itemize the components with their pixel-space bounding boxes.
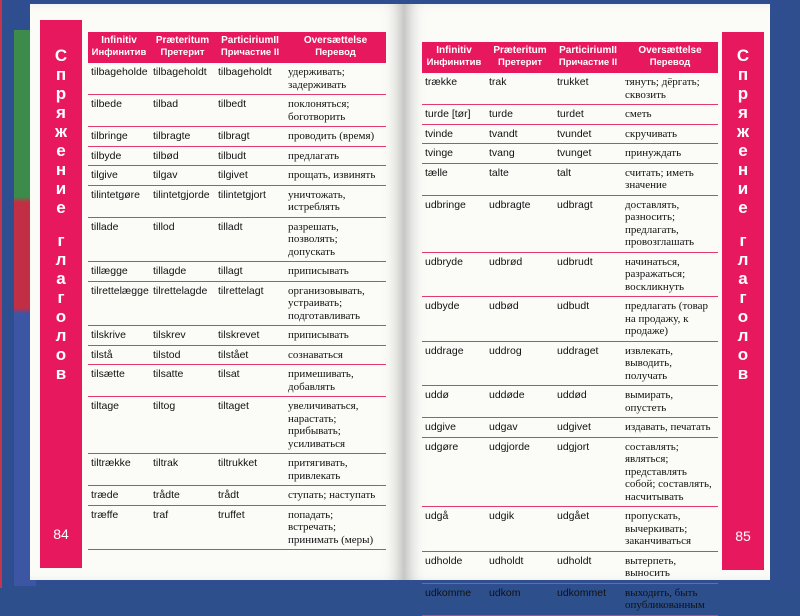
left-preterite-cell: tilbageholdt	[150, 63, 215, 95]
right-infinitive-cell: udkomme	[422, 583, 486, 615]
right-page-number: 85	[735, 528, 751, 544]
left-participle-cell: tilskrevet	[215, 326, 285, 346]
right-preterite-cell: udgav	[486, 418, 554, 438]
right-title-char: г	[739, 231, 747, 250]
left-translation-cell: приписывать	[285, 262, 386, 282]
left-participle-cell: tiltaget	[215, 397, 285, 454]
right-participle-cell: udholdt	[554, 551, 622, 583]
left-participle-cell: tilbudt	[215, 146, 285, 166]
right-header-cell	[422, 42, 486, 73]
left-table-row	[88, 326, 386, 346]
left-participle-cell: tilladt	[215, 217, 285, 262]
left-table-row	[88, 146, 386, 166]
left-title-char: С	[54, 46, 68, 65]
left-preterite-cell: tilrettelagde	[150, 281, 215, 326]
right-participle-cell: udgivet	[554, 418, 622, 438]
left-translation-cell: уничтожать, истреблять	[285, 185, 386, 217]
right-preterite-cell: turde	[486, 105, 554, 125]
left-preterite-cell: tiltrak	[150, 454, 215, 486]
left-table-row	[88, 127, 386, 147]
left-translation-cell: удерживать; задерживать	[285, 63, 386, 95]
right-table-row	[422, 163, 718, 195]
right-infinitive-cell: udgive	[422, 418, 486, 438]
right-table-row	[422, 418, 718, 438]
left-participle-cell: tilrettelagt	[215, 281, 285, 326]
left-verb-table	[88, 32, 386, 550]
right-infinitive-cell: tælle	[422, 163, 486, 195]
left-header-subtitle: Причастие II	[220, 47, 280, 58]
left-preterite-cell: tiltog	[150, 397, 215, 454]
left-infinitive-cell: tilrettelægge	[88, 281, 150, 326]
right-table-row	[422, 73, 718, 105]
left-title-char: о	[55, 307, 67, 326]
left-translation-cell: приписывать	[285, 326, 386, 346]
right-preterite-cell: udbød	[486, 297, 554, 342]
right-title-char: п	[737, 65, 749, 84]
left-translation-cell: увеличиваться, нарастать; прибывать; усиливаться	[285, 397, 386, 454]
left-translation-cell: разрешать, позволять; допускать	[285, 217, 386, 262]
right-table-row	[422, 386, 718, 418]
left-title-char: а	[56, 269, 66, 288]
right-verb-table	[422, 42, 718, 616]
right-infinitive-cell: udbringe	[422, 195, 486, 252]
left-preterite-cell: traf	[150, 505, 215, 550]
right-infinitive-cell: udgøre	[422, 437, 486, 507]
left-participle-cell: tilbedt	[215, 95, 285, 127]
left-title-char: л	[55, 326, 67, 345]
left-infinitive-cell: tillægge	[88, 262, 150, 282]
left-participle-cell: tillagt	[215, 262, 285, 282]
right-header-subtitle: Инфинитив	[426, 57, 482, 68]
left-participle-cell: tilgivet	[215, 166, 285, 186]
left-header-cell	[215, 32, 285, 63]
right-preterite-cell: trak	[486, 73, 554, 105]
left-title-char: и	[55, 179, 67, 198]
right-table-row	[422, 437, 718, 507]
left-infinitive-cell: tilbede	[88, 95, 150, 127]
right-header-subtitle: Претерит	[497, 57, 543, 68]
right-table-row	[422, 341, 718, 386]
left-header-cell	[150, 32, 215, 63]
left-title-char: о	[55, 345, 67, 364]
left-table-row	[88, 397, 386, 454]
right-translation-cell: тянуть; дёргать; сквозить	[622, 73, 718, 105]
left-infinitive-cell: tiltrække	[88, 454, 150, 486]
left-header-subtitle: Перевод	[315, 47, 356, 58]
left-preterite-cell: tilsatte	[150, 365, 215, 397]
left-participle-cell: tilstået	[215, 345, 285, 365]
left-title-char: в	[55, 364, 67, 383]
left-translation-cell: организовывать, устраивать; подготавливать	[285, 281, 386, 326]
left-infinitive-cell: tillade	[88, 217, 150, 262]
left-translation-cell: прощать, извинять	[285, 166, 386, 186]
left-title-char: н	[55, 160, 67, 179]
right-title-char	[722, 217, 764, 231]
left-table-row	[88, 262, 386, 282]
left-header-subtitle: Инфинитив	[91, 47, 147, 58]
left-table-row	[88, 454, 386, 486]
right-table-row	[422, 252, 718, 297]
left-translation-cell: поклоняться; боготворить	[285, 95, 386, 127]
right-title-char: г	[739, 288, 747, 307]
left-table-row	[88, 505, 386, 550]
left-participle-cell: truffet	[215, 505, 285, 550]
right-header-title: Oversættelse	[638, 45, 702, 56]
right-infinitive-cell: udbryde	[422, 252, 486, 297]
right-translation-cell: выходить, быть опубликованным	[622, 583, 718, 615]
left-preterite-cell: tilgav	[150, 166, 215, 186]
right-participle-cell: udkommet	[554, 583, 622, 615]
left-preterite-cell: trådte	[150, 486, 215, 506]
right-title-char: о	[737, 345, 749, 364]
right-preterite-cell: udkom	[486, 583, 554, 615]
right-translation-cell: вымирать, опустеть	[622, 386, 718, 418]
left-participle-cell: trådt	[215, 486, 285, 506]
right-table-row	[422, 144, 718, 164]
left-infinitive-cell: tilsætte	[88, 365, 150, 397]
left-table-row	[88, 63, 386, 95]
right-translation-cell: скручивать	[622, 124, 718, 144]
right-header-title: Infinitiv	[436, 45, 472, 56]
right-infinitive-cell: trække	[422, 73, 486, 105]
left-header-cell	[285, 32, 386, 63]
right-participle-cell: tvundet	[554, 124, 622, 144]
left-infinitive-cell: tilbringe	[88, 127, 150, 147]
left-participle-cell: tilintetgjort	[215, 185, 285, 217]
left-participle-cell: tilbageholdt	[215, 63, 285, 95]
right-preterite-cell: uddrog	[486, 341, 554, 386]
right-participle-cell: tvunget	[554, 144, 622, 164]
right-preterite-cell: talte	[486, 163, 554, 195]
right-table-row	[422, 507, 718, 552]
right-header-subtitle: Причастие II	[558, 57, 618, 68]
right-title-char: в	[737, 364, 749, 383]
right-header-cell	[554, 42, 622, 73]
right-title-char: а	[738, 269, 748, 288]
left-participle-cell: tiltrukket	[215, 454, 285, 486]
left-participle-cell: tilsat	[215, 365, 285, 397]
left-translation-cell: предлагать	[285, 146, 386, 166]
left-header-cell	[88, 32, 150, 63]
right-participle-cell: udgjort	[554, 437, 622, 507]
left-side-tab	[40, 20, 82, 568]
right-infinitive-cell: tvinge	[422, 144, 486, 164]
right-translation-cell: доставлять, разносить; предлагать, провозглашать	[622, 195, 718, 252]
left-header-title: ParticiriumII	[221, 35, 279, 46]
right-preterite-cell: tvang	[486, 144, 554, 164]
left-table-header	[88, 32, 386, 63]
right-infinitive-cell: uddø	[422, 386, 486, 418]
left-title-char: я	[56, 103, 66, 122]
left-infinitive-cell: tiltage	[88, 397, 150, 454]
right-preterite-cell: udbrød	[486, 252, 554, 297]
left-header-title: Infinitiv	[101, 35, 137, 46]
right-infinitive-cell: turde [tør]	[422, 105, 486, 125]
left-title-char: г	[57, 288, 65, 307]
left-translation-cell: попадать; встречать; принимать (меры)	[285, 505, 386, 550]
right-participle-cell: udbrudt	[554, 252, 622, 297]
left-infinitive-cell: træde	[88, 486, 150, 506]
right-translation-cell: предлагать (товар на продажу, к продаже)	[622, 297, 718, 342]
left-translation-cell: сознаваться	[285, 345, 386, 365]
left-infinitive-cell: tilbageholde	[88, 63, 150, 95]
left-infinitive-cell: træffe	[88, 505, 150, 550]
right-participle-cell: trukket	[554, 73, 622, 105]
right-infinitive-cell: uddrage	[422, 341, 486, 386]
right-title-char: и	[737, 179, 749, 198]
right-title-char: л	[737, 250, 749, 269]
left-translation-cell: ступать; наступать	[285, 486, 386, 506]
right-participle-cell: udgået	[554, 507, 622, 552]
left-preterite-cell: tilstod	[150, 345, 215, 365]
left-preterite-cell: tillod	[150, 217, 215, 262]
right-title-char: н	[737, 160, 749, 179]
left-title-char: ж	[54, 122, 68, 141]
left-table-row	[88, 345, 386, 365]
right-table-row	[422, 105, 718, 125]
right-preterite-cell: tvandt	[486, 124, 554, 144]
right-participle-cell: uddraget	[554, 341, 622, 386]
left-table-row	[88, 217, 386, 262]
left-infinitive-cell: tilgive	[88, 166, 150, 186]
left-infinitive-cell: tilbyde	[88, 146, 150, 166]
left-title-char: е	[56, 198, 66, 217]
left-preterite-cell: tilskrev	[150, 326, 215, 346]
right-translation-cell: вытерпеть, выносить	[622, 551, 718, 583]
left-title-char: л	[55, 250, 67, 269]
right-infinitive-cell: udholde	[422, 551, 486, 583]
right-translation-cell: пропускать, вычеркивать; заканчиваться	[622, 507, 718, 552]
left-table-row	[88, 281, 386, 326]
left-header-title: Oversættelse	[303, 35, 368, 46]
left-title-char: п	[55, 65, 67, 84]
left-preterite-cell: tillagde	[150, 262, 215, 282]
right-translation-cell: составлять; являться; представлять собой; составлять, насчитывать	[622, 437, 718, 507]
left-participle-cell: tilbragt	[215, 127, 285, 147]
right-preterite-cell: uddøde	[486, 386, 554, 418]
right-title-char: о	[737, 307, 749, 326]
right-translation-cell: издавать, печатать	[622, 418, 718, 438]
right-title-char: р	[737, 84, 749, 103]
right-header-cell	[486, 42, 554, 73]
right-header-subtitle: Перевод	[649, 57, 691, 68]
left-table-row	[88, 486, 386, 506]
left-table-row	[88, 166, 386, 186]
right-translation-cell: принуждать	[622, 144, 718, 164]
right-table-row	[422, 551, 718, 583]
left-title-char: г	[57, 231, 65, 250]
right-translation-cell: извлекать, выводить, получать	[622, 341, 718, 386]
right-table-header	[422, 42, 718, 73]
left-table-row	[88, 365, 386, 397]
right-vertical-title	[722, 46, 764, 383]
right-title-char: я	[738, 103, 748, 122]
left-preterite-cell: tilbragte	[150, 127, 215, 147]
right-header-title: ParticiriumII	[559, 45, 617, 56]
left-infinitive-cell: tilintetgøre	[88, 185, 150, 217]
left-translation-cell: проводить (время)	[285, 127, 386, 147]
right-participle-cell: uddød	[554, 386, 622, 418]
left-page-number: 84	[53, 526, 69, 542]
right-infinitive-cell: udgå	[422, 507, 486, 552]
right-title-char: л	[737, 326, 749, 345]
right-translation-cell: считать; иметь значение	[622, 163, 718, 195]
right-participle-cell: udbragt	[554, 195, 622, 252]
right-preterite-cell: udholdt	[486, 551, 554, 583]
left-translation-cell: притягивать, привлекать	[285, 454, 386, 486]
left-table-row	[88, 185, 386, 217]
right-preterite-cell: udbragte	[486, 195, 554, 252]
right-title-char: е	[738, 198, 748, 217]
right-header-title: Præteritum	[493, 45, 547, 56]
left-translation-cell: примешивать, добавлять	[285, 365, 386, 397]
right-title-char: ж	[736, 122, 750, 141]
right-translation-cell: сметь	[622, 105, 718, 125]
right-table-row	[422, 124, 718, 144]
right-preterite-cell: udgjorde	[486, 437, 554, 507]
right-side-tab	[722, 32, 764, 570]
right-title-char: С	[736, 46, 750, 65]
right-infinitive-cell: udbyde	[422, 297, 486, 342]
left-preterite-cell: tilintetgjorde	[150, 185, 215, 217]
left-infinitive-cell: tilstå	[88, 345, 150, 365]
left-vertical-title	[40, 46, 82, 383]
right-infinitive-cell: tvinde	[422, 124, 486, 144]
right-title-char: е	[738, 141, 748, 160]
right-participle-cell: talt	[554, 163, 622, 195]
left-title-char: е	[56, 141, 66, 160]
right-header-cell	[622, 42, 718, 73]
left-preterite-cell: tilbad	[150, 95, 215, 127]
left-title-char	[40, 217, 82, 231]
left-infinitive-cell: tilskrive	[88, 326, 150, 346]
left-header-subtitle: Претерит	[160, 47, 205, 58]
right-preterite-cell: udgik	[486, 507, 554, 552]
left-header-title: Præteritum	[155, 35, 210, 46]
left-table-row	[88, 95, 386, 127]
right-participle-cell: udbudt	[554, 297, 622, 342]
left-title-char: р	[55, 84, 67, 103]
right-table-row	[422, 297, 718, 342]
right-table-row	[422, 195, 718, 252]
right-participle-cell: turdet	[554, 105, 622, 125]
right-translation-cell: начинаться, разражаться; воскликнуть	[622, 252, 718, 297]
left-preterite-cell: tilbød	[150, 146, 215, 166]
